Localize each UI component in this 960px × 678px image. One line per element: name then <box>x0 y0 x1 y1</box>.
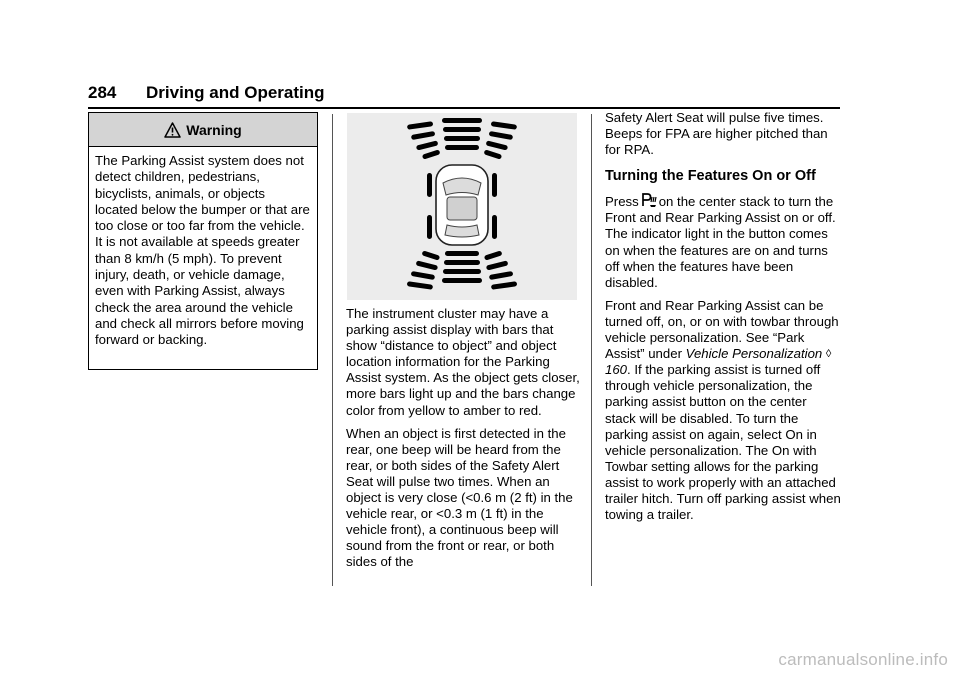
press-description: on the center stack to turn the Front and Rear Parking Assist on or off. The indicator light in the button comes on when the features are on and turns off when the features have been disabled. <box>605 194 836 290</box>
personalization-intro: Front and Rear Parking Assist can be turned off, on, or on with towbar through vehicle personalization. See “Park Assist” under <box>605 297 839 362</box>
warning-header <box>89 113 317 147</box>
warning-box <box>88 112 318 370</box>
right-paragraph-2 <box>605 192 841 291</box>
vehicle-top-view <box>436 165 488 245</box>
right-paragraph-1: Safety Alert Seat will pulse five times. Beeps for FPA are higher pitched than for RPA. <box>605 110 828 158</box>
vehicle-personalization-ref: Vehicle Personalization <box>685 346 823 362</box>
section-title: Driving and Operating <box>146 83 325 102</box>
page-reference-icon: ◊ <box>825 348 832 361</box>
warning-text: The Parking Assist system does not detect children, pedestrians, bicyclists, animals, or objects located below the bumper or that are too close or too far from the vehicle. It is not available at speeds greater than 8 km/h (5 mph). To prevent injury, death, or vehicle damage, even with Parking Assist, always check the area around the vehicle and check all mirrors before moving forward or backing. <box>95 153 310 348</box>
parking-assist-diagram <box>347 113 577 300</box>
page-number: 284 <box>88 83 117 102</box>
column-divider-left <box>332 114 333 586</box>
page-header <box>88 82 840 109</box>
page-reference-number[interactable]: 160 <box>605 362 628 378</box>
right-paragraph-3 <box>605 298 841 523</box>
middle-paragraph-2: When an object is first detected in the rear, one beep will be heard from the rear, or both sides of the Safety Alert Seat will pulse two times. When an object is very close (<0.6 m (2 ft) in the vehicle rear, or <0.3 m (1 ft) in the vehicle front), a continuous beep will sound from the front or rear, or both sides of the <box>346 425 573 570</box>
column-divider-right <box>591 114 592 586</box>
middle-column <box>346 306 582 578</box>
middle-paragraph-1: The instrument cluster may have a parking assist display with bars that show “distance to object” and object location information for the Parking Assist system. As the object gets closer, more bars light up and the bars change color from yellow to amber to red. <box>346 306 580 418</box>
front-sensor-bars <box>407 118 517 160</box>
personalization-details: . If the parking assist is turned off through vehicle personalization, the parking assist button on the center stack will be disabled. To turn the parking assist on again, select On in vehicle personalization. The On with Towbar setting allows for the parking assist to work properly with an attached trailer hitch. Turn off parking assist when towing a trailer. <box>605 362 841 523</box>
watermark-text: carmanualsonline.info <box>778 650 948 669</box>
warning-title: Warning <box>186 121 242 138</box>
warning-triangle-icon <box>164 122 181 138</box>
press-label: Press <box>605 194 639 210</box>
section-heading: Turning the Features On or Off <box>605 168 816 185</box>
right-column <box>605 110 841 530</box>
rear-sensor-bars <box>407 250 518 289</box>
park-assist-icon <box>641 192 657 208</box>
